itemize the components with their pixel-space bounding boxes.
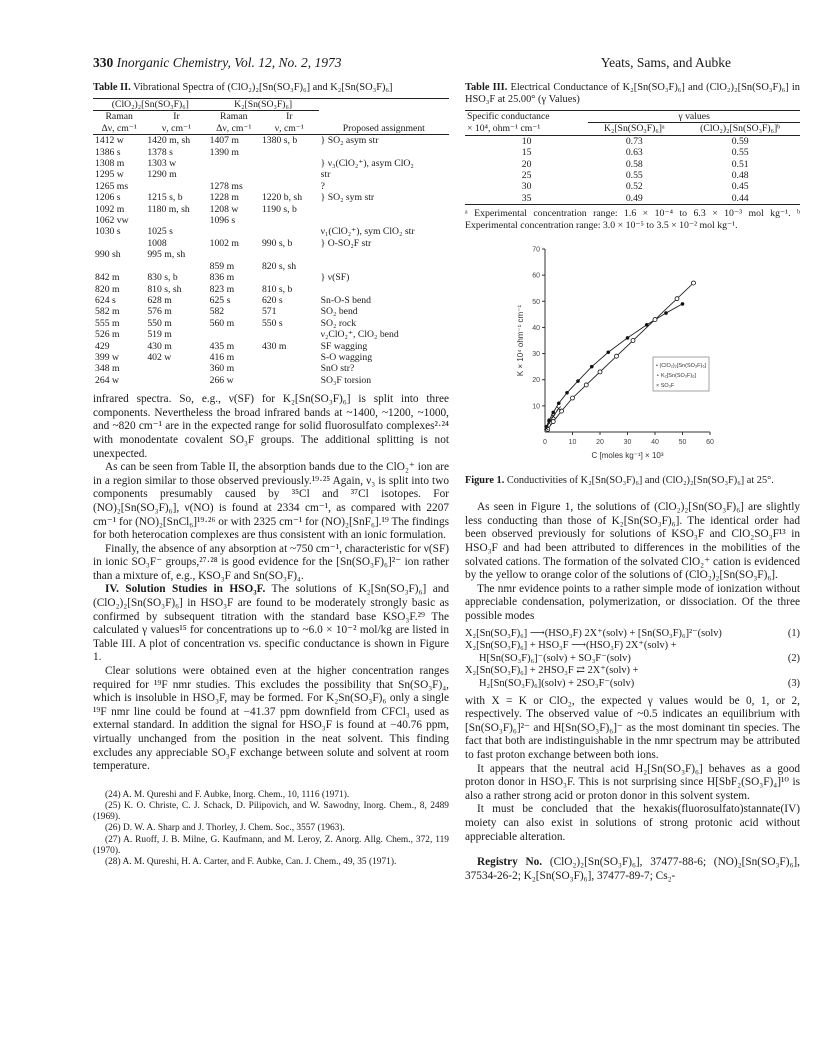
table2-row [93,226,449,237]
table3-cell: 0.55 [625,170,643,182]
table2-cell [208,249,260,260]
table2-cell: 1378 s [147,146,173,158]
table2-cell [260,226,319,237]
journal-volume: Vol. 12, No. 2, 1973 [234,55,342,70]
data-point [598,370,602,374]
table2-cell: 1190 s, b [261,203,297,215]
equation-3: X₂[Sn(SO₃F)₆] + 2HSO₃F ⇄ 2X⁺(solv) + [465,665,639,677]
legend-entry: • (ClO₂)₂[Sn(SO₃F)₆] [656,363,707,370]
table2-h-unit-ir1: ν, cm⁻¹ [161,122,191,134]
legend-entry: × SO₃F [656,383,675,390]
table2-group1: (ClO₂)₂[Sn(SO₃F)₆] [93,99,208,111]
table2-row [93,295,449,306]
table2-cell: 1008 [147,237,167,249]
reference: (26) D. W. A. Sharp and J. Thorley, J. Chem. Soc., 3557 (1963). [105,823,345,834]
table2-cell: 995 m, sh [147,249,186,261]
page-number: 330 [93,55,114,70]
table2-cell: 1295 w [95,169,124,181]
registry-text: (ClO₂)₂[Sn(SO₃F)₆], 37477-88-6; (NO)₂[Sn(SO₃F)₆], 37534-26-2; K₂[Sn(SO₃F)₆], 37477-89-7; Cs₂- [465,856,800,882]
table2-cell [145,363,207,374]
table2-cell: 1407 m [209,135,239,147]
table2-cell [260,375,319,386]
data-point [590,365,594,369]
equation-2-cont: H[Sn(SO₃F)₆]⁻(solv) + SO₃F⁻(solv) [479,652,631,664]
paragraph: with X = K or ClO₂, the expected γ values would be 0, 1, or 2, respectively. The observed value of ~0.5 indicates an equilibrium with [Sn(SO₃F)₆]²⁻ and H[Sn(SO₃F)₆]⁻ as the most dominant tin species. The fact that both are indistinguishable in the nmr spectrum may be attributed to fast proton exchange between both ions. [465,694,800,761]
table2-cell: 519 m [147,329,172,341]
table2-cell [319,284,449,295]
right-column [465,82,800,883]
figure-caption-text: Conductivities of K₂[Sn(SO₃F)₆] and (ClO₂)₂[Sn(SO₃F)₆] at 25°. [506,475,774,487]
y-tick-label: 60 [532,272,540,280]
reference: (27) A. Ruoff, J. B. Milne, G. Kaufmann, and M. Leroy, Z. Anorg. Allg. Chem., 372, 119 (1970). [93,834,449,856]
table3 [465,110,800,204]
paragraph: The nmr evidence points to a rather simple mode of ionization without appreciable condensation, polymerization, or dissociation. Of the three possible modes [465,582,800,622]
table2-cell [319,249,449,260]
table2-row [93,272,449,283]
data-point [615,354,619,358]
registry-label: Registry No. [477,856,543,869]
table2-row [93,181,449,192]
registry-numbers [465,856,800,883]
table2-cell: } ν(SF) [320,272,350,284]
data-point [626,336,630,340]
table2-cell [319,261,449,272]
table3-cell: 15 [521,147,532,159]
table2-cell: 266 w [209,374,234,386]
table2-cell: 1025 s [147,226,173,238]
figure-label: Figure 1. [465,475,505,487]
table2-cell: 859 m [209,260,235,272]
table2-cell: 264 w [95,374,119,386]
table3-cell: 0.73 [625,135,643,147]
table2-h-raman2: Raman [220,111,248,123]
reference: (28) A. M. Qureshi, H. A. Carter, and F. Aubke, Can. J. Chem., 49, 35 (1971). [105,857,397,867]
table2-cell: Sn-O-S bend [320,294,371,306]
table3-row [465,170,800,181]
data-point [664,312,668,316]
table2-body [93,135,449,386]
equation-number: (1) [787,627,800,639]
table3-cell: 0.48 [731,170,749,182]
table2-cell: 399 w [95,351,119,363]
table3-cell: 0.51 [731,158,749,170]
table2-cell: SO₃F torsion [320,374,372,386]
table2-row [93,147,449,158]
table2-cell [208,158,260,169]
table2-row [93,135,449,147]
y-axis-label: K × 10⁴ ohm⁻¹ cm⁻¹ [516,305,525,377]
table2-cell [93,261,145,272]
table2-cell: 435 m [209,340,235,352]
left-column [93,82,449,868]
data-point [565,391,569,395]
table2-h-assign: Proposed assignment [342,122,425,134]
figure-caption [465,475,800,487]
table3-footnote: ᵃ Experimental concentration range: 1.6 × 10⁻⁴ to 6.3 × 10⁻³ mol kg⁻¹. ᵇ Experimental concentration range: 3.0 × 10⁻⁵ to 3.5 × 10⁻² mol kg⁻¹. [465,208,800,231]
running-header-authors: Yeats, Sams, and Aubke [600,55,731,70]
paragraph: It appears that the neutral acid H₂[Sn(SO₃F)₆] behaves as a good proton donor in HSO₃F. This is not surprising since H[SbF₂(SO₃F)₄]¹⁰ is also a rather strong acid or proton donor in this solvent system. [465,762,800,802]
table3-cell: 20 [521,158,532,170]
table2-h-ir1: Ir [173,111,180,123]
data-point [653,318,657,322]
table2-cell [208,329,260,340]
table2-cell: 810 s, b [261,283,293,295]
table2-cell [145,261,207,272]
table2-cell: 526 m [95,329,120,341]
table2-cell: 624 s [95,294,116,306]
table2-h-unit-raman2: Δν, cm⁻¹ [216,122,252,134]
table2-cell: 990 sh [95,249,121,261]
table2-cell: 823 m [209,283,235,295]
table2-cell: 416 m [209,351,235,363]
table2-cell: 1380 s, b [261,135,298,147]
x-tick-label: 0 [543,439,547,447]
x-tick-label: 20 [596,439,604,447]
data-point [571,396,575,400]
table3-h-col3: (ClO₂)₂[Sn(SO₃F)₆]ᵇ [700,123,781,135]
table3-row [465,193,800,204]
conductivity-chart [465,237,800,467]
table2-cell [260,272,319,283]
data-point [681,302,685,306]
table3-cell: 0.58 [625,158,643,170]
table2-cell [260,215,319,226]
table2-row [93,249,449,260]
table2-row [93,363,449,374]
running-header-left [93,55,342,71]
table2-row [93,341,449,352]
table2-cell: ν₂ClO₂⁺, ClO₂ bend [320,329,399,341]
y-tick-label: 10 [532,403,540,411]
table2-cell: 402 w [147,351,172,363]
table2-cell: 842 m [95,272,120,284]
table2-cell: 430 m [147,340,172,352]
table2-cell: 550 s [261,317,283,329]
table2-cell [319,204,449,215]
table2-cell [260,147,319,158]
journal-name: Inorganic Chemistry, [116,55,231,70]
table2-cell: 1215 s, b [147,192,183,204]
table3-h-col2: K₂[Sn(SO₃F)₆]ᵃ [603,123,665,135]
paragraph-text: The solutions of K₂[Sn(SO₃F)₆] and (ClO₂)₂[Sn(SO₃F)₆] in HSO₃F are found to be moderately strongly basic as confirmed by subsequent titration with the standard base KSO₃F.²⁹ The calculated γ values¹⁵ for concentrations up to ~6.0 × 10⁻² mol/kg are listed in Table III. A plot of concentration vs. specific conductance is shown in Figure 1. [93,583,450,664]
table2-cell: 576 m [147,306,172,318]
table2-cell [93,238,145,249]
data-point [551,415,555,419]
y-tick-label: 20 [532,377,540,385]
figure-1 [465,237,800,467]
table2-cell [260,169,319,180]
section-heading: IV. Solution Studies in HSO₃F. [105,583,266,596]
series-line [548,283,694,429]
data-point [576,379,580,383]
table2-cell: SF wagging [320,340,368,352]
table2-cell [260,352,319,363]
left-body-text [93,393,449,774]
table2-cell: 1002 m [209,237,239,249]
y-tick-label: 30 [532,351,540,359]
table3-cell: 10 [521,135,532,147]
table2-cell: SO₂ bend [320,306,358,318]
table2-cell: 1265 ms [95,180,129,192]
equations [465,628,800,691]
x-tick-label: 50 [678,439,687,447]
table2-cell: 1303 w [147,158,177,170]
table2-cell: 1278 ms [209,180,243,192]
table2-cell: 820 m [95,283,120,295]
table2-cell: 582 m [95,306,120,318]
table2-cell: 1030 s [95,226,121,238]
table3-cell: 0.59 [731,135,749,147]
table2-cell: 348 m [95,363,120,375]
table2-cell: } ν₃(ClO₂⁺), asym ClO₂ [320,158,414,170]
table2-cell [208,169,260,180]
paragraph: As can be seen from Table II, the absorption bands due to the ClO₂⁺ ion are in a region similar to those observed previously.¹⁹·²⁵ Again, ν₃ is split into two components presumably caused by ³⁵Cl and ³⁷Cl isotopes. For (NO)₂[Sn(SO₃F)₆], ν(NO) is found at 2334 cm⁻¹, as compared with 2207 cm⁻¹ for (NO)₂[SnCl₆]¹⁹·²⁶ or with 2325 cm⁻¹ for (NO)₂[SnF₆].¹⁹ The findings for both heterocation complexes are thus consistent with an ionic formulation. [93,461,449,542]
table2-cell: 620 s [261,294,283,306]
legend-entry: ∘ K₂[Sn(SO₃F)₆] [656,373,696,380]
table2-row [93,375,449,386]
table2-cell [260,158,319,169]
table3-caption [465,82,800,106]
data-point [606,351,610,355]
table2-cell: 1220 b, sh [261,192,303,204]
table2-cell [208,226,260,237]
table2-cell: 1180 m, sh [147,203,190,215]
table2-cell: 1386 s [95,146,121,158]
table2-cell: 1412 w [95,135,124,147]
equation-number: (3) [787,677,800,689]
table2-title: Vibrational Spectra of (ClO₂)₂[Sn(SO₃F)₆] and K₂[Sn(SO₃F)₆] [133,82,393,93]
equation-2: X₂[Sn(SO₃F)₆] + HSO₃F ⟶(HSO₃F) 2X⁺(solv) + [465,640,677,652]
table2-cell: 810 s, sh [147,283,182,295]
table3-cell: 0.49 [625,192,643,204]
data-point [584,383,588,387]
y-tick-label: 50 [532,299,540,307]
table3-title: Electrical Conductance of K₂[Sn(SO₃F)₆] and (ClO₂)₂[Sn(SO₃F)₆] in HSO₃F at 25.00° (γ Values) [465,82,800,105]
equation-number: (2) [787,652,800,664]
data-point [551,420,555,424]
table2-cell: 628 m [147,294,172,306]
x-tick-label: 40 [651,439,659,447]
table2-label: Table II. [93,82,131,93]
table2-cell: } O-SO₂F str [320,237,372,249]
table2-cell: 582 [209,306,225,318]
table2-row [93,284,449,295]
table2-cell: 571 [261,306,277,318]
data-point [557,407,561,411]
table3-cell: 0.45 [731,181,749,193]
table2-cell: 550 m [147,317,172,329]
table3-h-group: γ values [588,111,800,123]
table3-cell: 0.63 [625,147,643,159]
table2-cell: 1290 m [147,169,177,181]
table2-cell: 1206 s [95,192,121,204]
table3-row [465,147,800,158]
table2-row [93,318,449,329]
table2-cell: S-O wagging [320,351,373,363]
table3-row [465,135,800,147]
table3-cell: 0.44 [731,192,749,204]
table2-cell: } SO₂ sym str [320,192,375,204]
table2-cell: 990 s, b [261,237,293,249]
table2-cell: 429 [95,340,110,352]
table2-h-raman1: Raman [105,111,133,123]
table2-row [93,215,449,226]
table2-h-ir2: Ir [286,111,293,123]
table2-cell: 1420 m, sh [147,135,191,147]
table2-cell: 1390 m [209,146,239,158]
table2-cell: 560 m [209,317,235,329]
table2-caption [93,82,449,94]
table2-row [93,261,449,272]
table2-row [93,352,449,363]
table2-cell [260,363,319,374]
table2-cell: 430 m [261,340,287,352]
table2-cell [145,181,207,192]
table2-cell: 830 s, b [147,272,178,284]
table2-h-unit-raman1: Δν, cm⁻¹ [101,122,137,134]
table2-cell [145,375,207,386]
table2-cell: SnO str? [320,363,355,375]
table3-cell: 0.55 [731,147,749,159]
table3-row [465,159,800,170]
section-iv-paragraph [93,583,449,665]
table2-cell: 360 m [209,363,235,375]
table2 [93,98,449,386]
table2-cell: 1062 vw [95,215,129,227]
table3-row [465,181,800,192]
paragraph: As seen in Figure 1, the solutions of (ClO₂)₂[Sn(SO₃F)₆] are slightly less conducting than those of K₂[Sn(SO₃F)₆]. The identical order had been observed previously for solutions of KSO₃F and ClO₂SO₃F¹³ in HSO₃F and had been attributed to differences in the mobilities of the solvated cations. The formation of the solvated ClO₂⁺ cation is evidenced by the yellow to orange color of the solutions of (ClO₂)₂[Sn(SO₃F)₆]. [465,501,800,582]
table2-cell: str [320,169,331,181]
x-tick-label: 60 [706,439,714,447]
reference: (25) K. O. Christe, C. J. Schack, D. Pilipovich, and W. Sawodny, Inorg. Chem., 8, 2489 (1969). [93,800,449,823]
data-point [551,411,555,415]
right-body-text [465,501,800,883]
data-point [692,281,696,285]
table2-cell: 836 m [209,272,235,284]
data-point [631,339,635,343]
table2-row [93,329,449,340]
table2-cell: } SO₂ asym str [320,135,379,147]
x-tick-label: 10 [568,439,577,447]
table2-row [93,169,449,180]
reference: (24) A. M. Qureshi and F. Aubke, Inorg. Chem., 10, 1116 (1971). [105,789,350,800]
table2-cell: 1228 m [209,192,239,204]
table2-cell [145,215,207,226]
table2-cell: ? [320,180,325,192]
table2-cell: SO₂ rock [320,317,357,329]
y-tick-label: 40 [532,325,540,333]
paragraph: Finally, the absence of any absorption at ~750 cm⁻¹, characteristic for ν(SF) in ionic SO₃F⁻ groups,²⁷·²⁸ is good evidence for the [Sn(SO₃F)₆]²⁻ ion rather than a mixture of, e.g., KSO₃F and Sn(SO₃F)₄. [93,542,449,582]
x-axis-label: C [moles kg⁻¹] × 10³ [591,451,664,461]
x-tick-label: 30 [623,439,632,447]
table2-group2: K₂[Sn(SO₃F)₆] [208,99,319,111]
table3-cell: 25 [521,170,532,182]
table2-cell: 1092 m [95,203,125,215]
table2-row [93,192,449,203]
paragraph: infrared spectra. So, e.g., ν(SF) for K₂[Sn(SO₃F)₆] is split into three components. Nevertheless the broad infrared bands at ~1400, ~1200, ~1000, and ~820 cm⁻¹ are in the expected range for solid fluorosulfato complexes²·²⁴ with monodentate covalent SO₃F groups. The additional splitting is not unexpected. [93,393,449,460]
table3-cell: 0.52 [625,181,643,193]
table2-cell: ν₁(ClO₂⁺), sym ClO₂ str [320,226,415,238]
data-point [557,402,561,406]
paragraph: It must be concluded that the hexakis(fluorosulfato)stannate(IV) moiety can also exist in solutions of strong protonic acid without appreciable alteration. [465,803,800,843]
paragraph: Clear solutions were obtained even at the higher concentration ranges required for ¹⁹F nmr studies. This excludes the possibility that Sn(SO₃F)₄, which is insoluble in HSO₃F, may be formed. For K₂Sn(SO₃F)₆ only a single ¹⁹F nmr line could be found at −41.37 ppm downfield from CFCl₃ used as external standard. In addition the signal for HSO₃F is found at −40.76 ppm, virtually unchanged from the position in the neat solvent. This finding excludes any appreciable SO₃F exchange between solute and solvent at room temperature. [93,665,449,773]
table2-row [93,238,449,249]
table2-cell [260,249,319,260]
table2-row [93,306,449,317]
table3-cell: 35 [521,192,532,204]
table2-cell: 625 s [209,294,231,306]
references [93,790,449,868]
table2-h-unit-ir2: ν, cm⁻¹ [274,122,304,134]
table3-h-col1a: Specific conductance [467,111,550,122]
table3-label: Table III. [465,82,508,93]
table3-h-col1b: × 10⁴, ohm⁻¹ cm⁻¹ [467,122,541,134]
table2-cell: 1208 w [209,203,239,215]
table2-cell [260,181,319,192]
table2-cell: 1096 s [209,215,236,227]
data-point [675,297,679,301]
table2-cell: 1308 m [95,158,125,170]
table2-cell: 820 s, sh [261,260,297,272]
y-tick-label: 70 [532,246,540,254]
table3-body [465,135,800,204]
table2-cell [319,147,449,158]
table3-cell: 30 [521,181,532,193]
table2-cell: 555 m [95,317,120,329]
equation-1: X₂[Sn(SO₃F)₆] ⟶(HSO₃F) 2X⁺(solv) + [Sn(SO₃F)₆]²⁻(solv) [465,627,722,639]
table2-cell [260,329,319,340]
equation-3-cont: H₂[Sn(SO₃F)₆](solv) + 2SO₃F⁻(solv) [479,677,635,689]
table2-cell [319,215,449,226]
table2-row [93,204,449,215]
table2-row [93,158,449,169]
